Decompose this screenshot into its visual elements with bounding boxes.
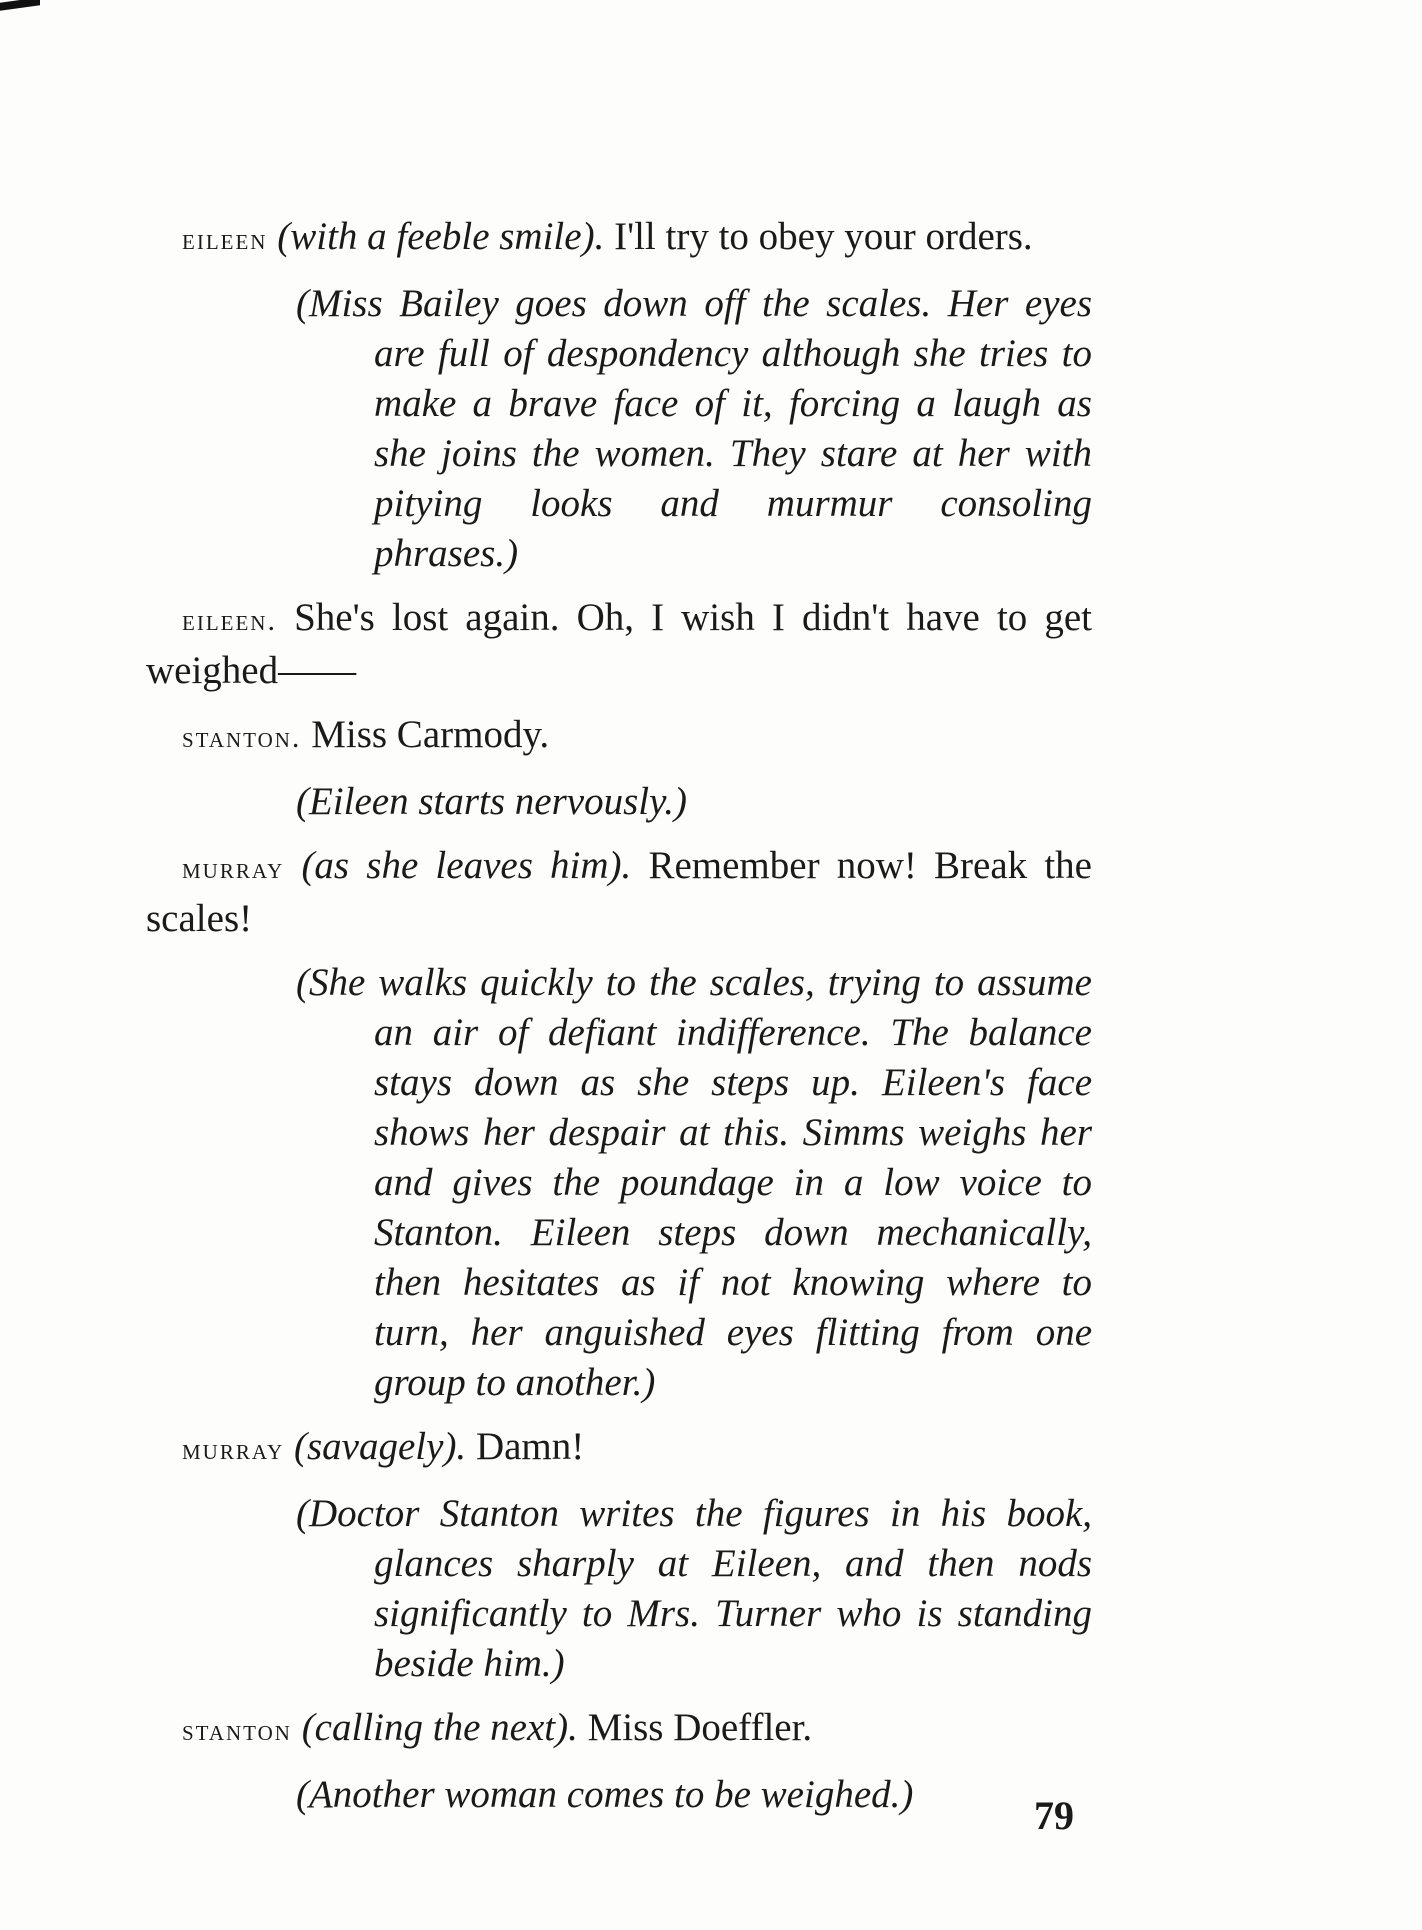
script-page	[146, 212, 1092, 1834]
speaker-direction: (savagely).	[294, 1425, 467, 1468]
speech-text: Damn!	[475, 1425, 585, 1468]
page-number: 79	[1034, 1793, 1074, 1838]
speaker-name: stanton	[182, 1714, 292, 1747]
speaker-direction: (as she leaves him).	[301, 844, 632, 887]
speech-text: Miss Carmody.	[311, 713, 550, 756]
speech-stanton-2	[146, 1703, 1092, 1756]
stage-direction: (Doctor Stanton writes the figures in his book, glances sharply at Eileen, and then nods significantly to Mrs. Turner who is standing beside him.)	[296, 1492, 1092, 1685]
speech-text: Miss Doeffler.	[587, 1706, 813, 1749]
speaker-name: murray	[182, 1433, 285, 1466]
stage-direction: (She walks quickly to the scales, trying to assume an air of defiant indifference. The balance stays down as she steps up. Eileen's face shows her despair at this. Simms weighs her and gives the poundage in a low voice to Stanton. Eileen steps down mechanically, then hesitates as if not knowing where to turn, her anguished eyes flitting from one group to another.)	[296, 961, 1092, 1404]
speech-murray-2	[146, 1422, 1092, 1475]
stage-direction: (Eileen starts nervously.)	[296, 780, 688, 823]
scan-corner-mark	[0, 0, 40, 11]
speaker-name: stanton.	[182, 721, 302, 754]
speaker-direction: (with a feeble smile).	[277, 215, 605, 258]
speech-murray-1	[146, 841, 1092, 944]
speech-text: Remember now! Break the scales!	[146, 844, 1092, 940]
speaker-name: eileen	[182, 223, 268, 256]
speech-eileen-2	[146, 593, 1092, 696]
speech-eileen-1	[146, 212, 1092, 265]
speaker-direction: (calling the next).	[301, 1706, 578, 1749]
speaker-name: eileen.	[182, 604, 277, 637]
stage-direction: (Miss Bailey goes down off the scales. Her eyes are full of despondency although she tries to make a brave face of it, forcing a laugh as she joins the women. They stare at her with pitying looks and murmur consoling phrases.)	[296, 282, 1092, 575]
speech-text: I'll try to obey your orders.	[614, 215, 1033, 258]
speaker-name: murray	[182, 852, 285, 885]
speech-stanton-1	[146, 710, 1092, 763]
speech-text: She's lost again. Oh, I wish I didn't have to get weighed——	[146, 596, 1093, 692]
stage-direction: (Another woman comes to be weighed.)	[296, 1773, 914, 1816]
